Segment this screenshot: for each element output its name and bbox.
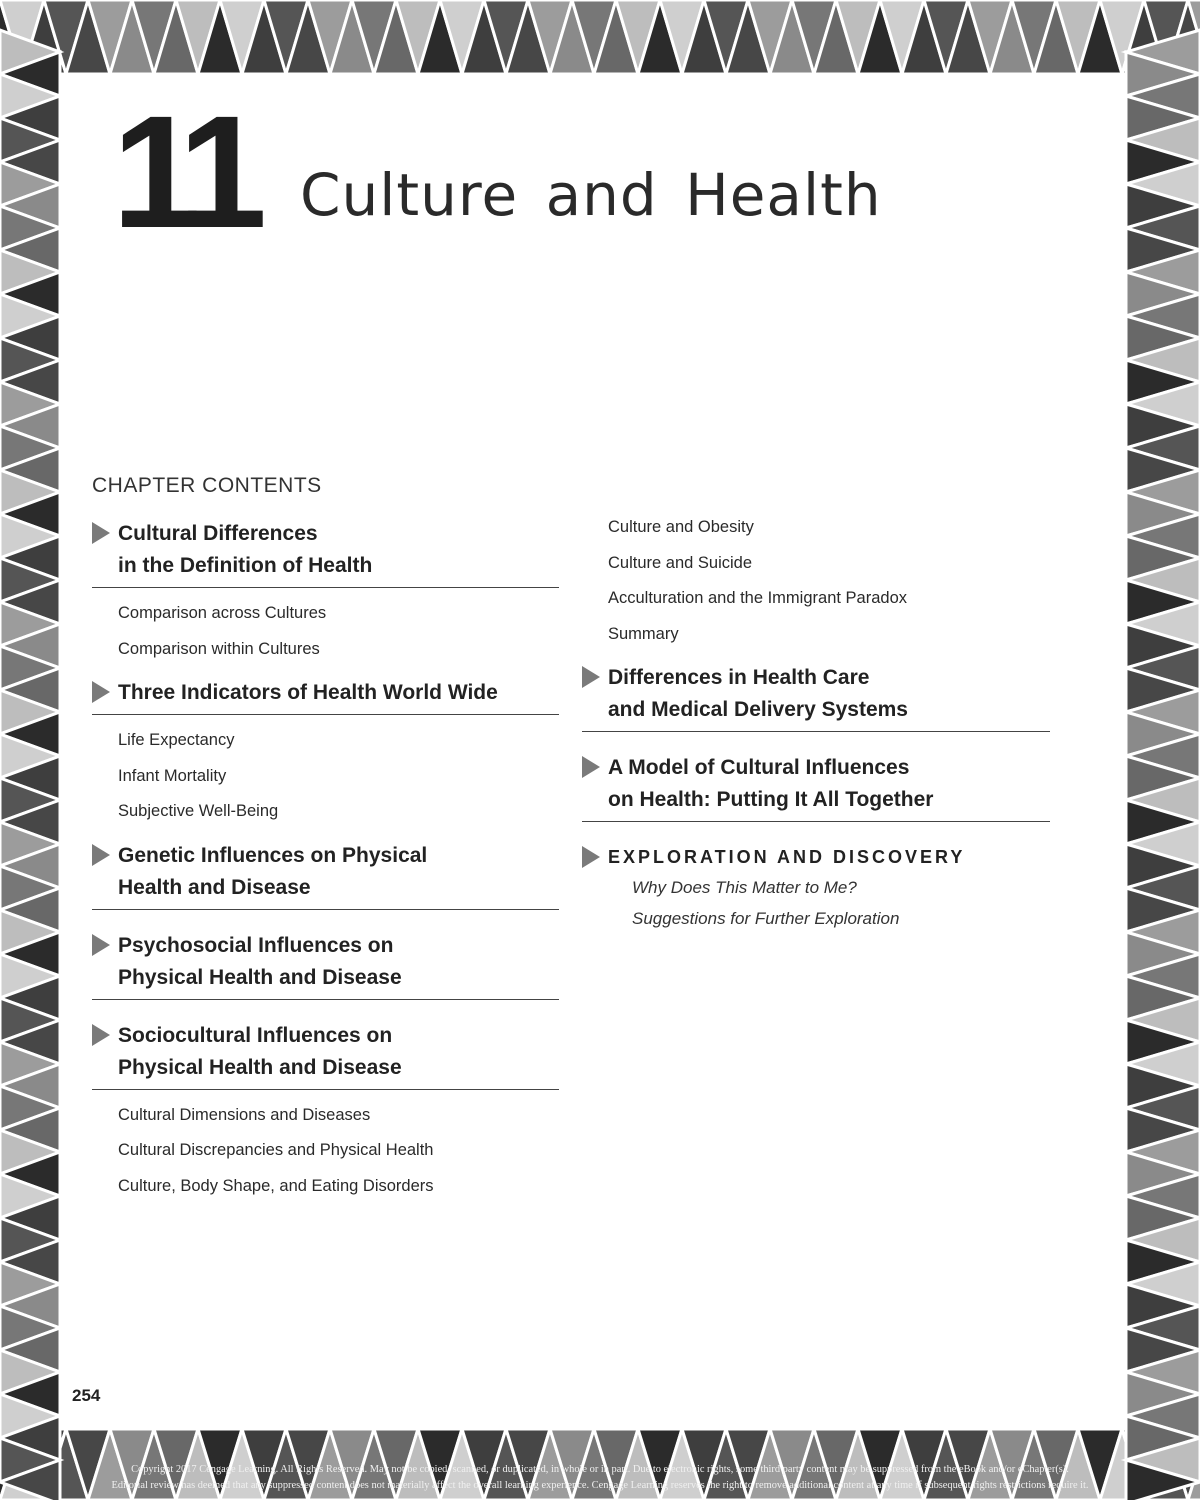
divider — [92, 909, 559, 910]
divider — [92, 714, 559, 715]
triangle-arrow-icon — [92, 522, 110, 544]
triangle-arrow-icon — [582, 666, 600, 688]
divider — [582, 821, 1050, 822]
divider — [92, 1089, 559, 1090]
divider — [92, 999, 559, 1000]
contents-right-column — [582, 518, 1050, 934]
copyright-line: Editorial review has deemed that any suppressed content does not materially affect the overall learning experience. Cengage Learning reserves the right to remove additional content at any time if subsequent rights restrictions require it. — [111, 1480, 1089, 1491]
subsection-item: Cultural Discrepancies and Physical Health — [118, 1141, 434, 1159]
section-heading — [582, 662, 1050, 726]
chapter-contents-heading: CHAPTER CONTENTS — [92, 474, 322, 497]
divider — [582, 731, 1050, 732]
section-heading — [92, 677, 559, 709]
section-heading — [92, 930, 559, 994]
section-heading-label: Differences in Health Care and Medical Delivery Systems — [608, 666, 908, 721]
section-heading-label: Sociocultural Influences on Physical Health and Disease — [118, 1023, 402, 1079]
triangle-arrow-icon — [92, 844, 110, 866]
subsection-item: Culture and Obesity — [608, 518, 754, 536]
triangle-arrow-icon — [92, 681, 110, 703]
page-number: 254 — [72, 1386, 101, 1405]
section-heading — [92, 518, 559, 582]
exploration-heading — [582, 842, 1050, 872]
section-heading — [92, 1020, 559, 1084]
triangle-arrow-icon — [92, 934, 110, 956]
subsection-item: Life Expectancy — [118, 731, 235, 749]
copyright-notice — [0, 1462, 1200, 1494]
contents-left-column — [92, 518, 559, 1204]
section-heading-label: Cultural Differences in the Definition of Health — [118, 522, 373, 577]
subsection-item: Culture and Suicide — [608, 553, 753, 572]
section-heading-label: Psychosocial Influences on Physical Health and Disease — [118, 933, 402, 989]
triangle-arrow-icon — [92, 1024, 110, 1046]
chapter-number: 11 — [112, 82, 254, 261]
subsection-item: Infant Mortality — [118, 766, 227, 785]
section-heading — [582, 752, 1050, 816]
section-heading-label: A Model of Cultural Influences on Health: Putting It All Together — [608, 756, 934, 811]
chapter-opener-page — [60, 74, 1126, 1429]
subsection-item: Acculturation and the Immigrant Paradox — [608, 589, 907, 607]
copyright-line: Copyright 2017 Cengage Learning. All Rights Reserved. May not be copied, scanned, or duplicated, in whole or in part. Due to electronic rights, some third party content may be suppressed from the eBook and/or eChapter(s). — [131, 1464, 1069, 1475]
subsection-item: Subjective Well-Being — [118, 802, 279, 820]
exploration-heading-label: EXPLORATION AND DISCOVERY — [608, 847, 966, 867]
section-heading-label: Three Indicators of Health World Wide — [118, 681, 498, 704]
section-heading — [92, 840, 559, 904]
subsection-item: Comparison across Cultures — [118, 604, 327, 622]
triangle-arrow-icon — [582, 756, 600, 778]
chapter-title: Culture and Health — [300, 161, 882, 229]
triangle-arrow-icon — [582, 846, 600, 868]
divider — [92, 587, 559, 588]
exploration-item: Suggestions for Further Exploration — [632, 909, 900, 928]
subsection-item: Summary — [608, 624, 679, 643]
subsection-item: Culture, Body Shape, and Eating Disorders — [118, 1176, 434, 1195]
section-heading-label: Genetic Influences on Physical Health and Disease — [118, 843, 428, 899]
subsection-item: Cultural Dimensions and Diseases — [118, 1105, 371, 1124]
subsection-item: Comparison within Cultures — [118, 639, 320, 658]
exploration-item: Why Does This Matter to Me? — [632, 878, 857, 897]
